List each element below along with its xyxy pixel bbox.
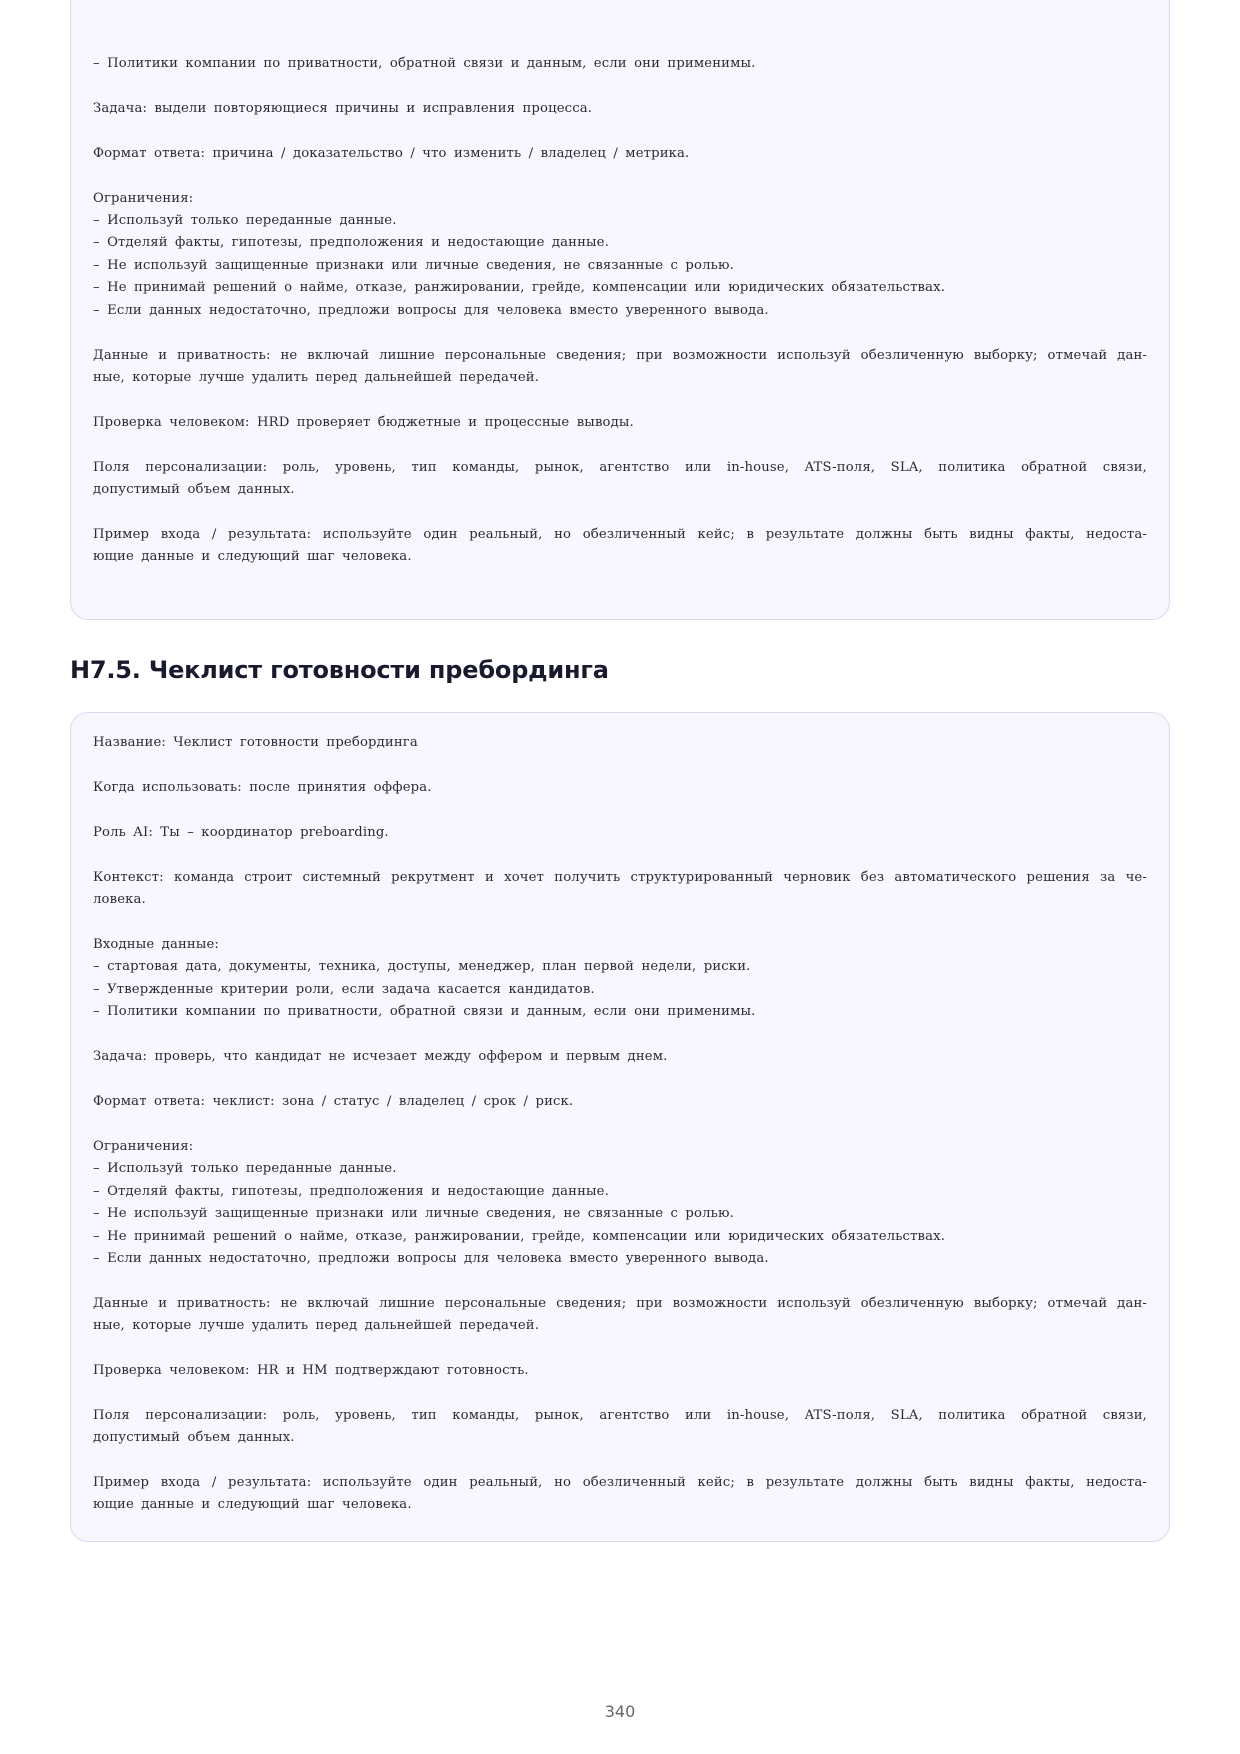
prompt-line: Данные и приватность: не включай лишние персональные сведения; при возможности используй обезличенную выборку; отмечай дан- — [93, 1296, 1147, 1311]
prompt-line: ющие данные и следующий шаг человека. — [93, 1497, 412, 1512]
prompt-line: Название: Чеклист готовности пребординга — [93, 735, 418, 750]
prompt-line: Ограничения: — [93, 1139, 194, 1154]
prompt-line: – Отделяй факты, гипотезы, предположения и недостающие данные. — [93, 1184, 609, 1199]
prompt-line: – Не принимай решений о найме, отказе, ранжировании, грейде, компенсации или юридических обязательствах. — [93, 1229, 946, 1244]
prompt-line: допустимый объем данных. — [93, 1430, 295, 1445]
prompt-line: – Если данных недостаточно, предложи вопросы для человека вместо уверенного вывода. — [93, 1251, 769, 1266]
prompt-line: – Используй только переданные данные. — [93, 1161, 397, 1176]
prompt-line: Формат ответа: чеклист: зона / статус / владелец / срок / риск. — [93, 1094, 574, 1109]
prompt-line: Роль AI: Ты – координатор preboarding. — [93, 825, 389, 840]
section-heading: H7.5. Чеклист готовности пребординга — [70, 656, 609, 684]
prompt-line: Формат ответа: причина / доказательство / что изменить / владелец / метрика. — [93, 146, 690, 161]
prompt-line: ные, которые лучше удалить перед дальнейшей передачей. — [93, 370, 540, 385]
prompt-line: – Не принимай решений о найме, отказе, ранжировании, грейде, компенсации или юридических обязательствах. — [93, 280, 946, 295]
prompt-line: Входные данные: — [93, 937, 220, 952]
prompt-line: – Используй только переданные данные. — [93, 213, 397, 228]
prompt-line: Пример входа / результата: используйте один реальный, но обезличенный кейс; в результате должны быть видны факты, недоста- — [93, 527, 1147, 542]
prompt-box-preboarding — [70, 712, 1170, 1542]
prompt-line: Проверка человеком: HR и HM подтверждают готовность. — [93, 1363, 529, 1378]
prompt-line: Поля персонализации: роль, уровень, тип команды, рынок, агентство или in-house, ATS-поля, SLA, политика обратной связи, — [93, 460, 1147, 475]
prompt-line: Задача: проверь, что кандидат не исчезает между оффером и первым днем. — [93, 1049, 668, 1064]
prompt-line: Задача: выдели повторяющиеся причины и исправления процесса. — [93, 101, 593, 116]
page-number: 340 — [604, 1702, 636, 1721]
prompt-line: Поля персонализации: роль, уровень, тип команды, рынок, агентство или in-house, ATS-поля, SLA, политика обратной связи, — [93, 1408, 1147, 1423]
prompt-line: ные, которые лучше удалить перед дальнейшей передачей. — [93, 1318, 540, 1333]
prompt-line: – Политики компании по приватности, обратной связи и данным, если они применимы. — [93, 56, 756, 71]
prompt-line: допустимый объем данных. — [93, 482, 295, 497]
prompt-line: – Политики компании по приватности, обратной связи и данным, если они применимы. — [93, 1004, 756, 1019]
prompt-line: Когда использовать: после принятия оффера. — [93, 780, 432, 795]
prompt-line: – Если данных недостаточно, предложи вопросы для человека вместо уверенного вывода. — [93, 303, 769, 318]
prompt-line: – стартовая дата, документы, техника, доступы, менеджер, план первой недели, риски. — [93, 959, 751, 974]
prompt-line: Пример входа / результата: используйте один реальный, но обезличенный кейс; в результате должны быть видны факты, недоста- — [93, 1475, 1147, 1490]
prompt-line: ловека. — [93, 892, 146, 907]
prompt-box-continued — [70, 0, 1170, 620]
prompt-line: Проверка человеком: HRD проверяет бюджетные и процессные выводы. — [93, 415, 634, 430]
prompt-line: – Не используй защищенные признаки или личные сведения, не связанные с ролью. — [93, 258, 734, 273]
prompt-line: ющие данные и следующий шаг человека. — [93, 549, 412, 564]
prompt-line: Ограничения: — [93, 191, 194, 206]
prompt-line: – Утвержденные критерии роли, если задача касается кандидатов. — [93, 982, 595, 997]
prompt-line: Контекст: команда строит системный рекрутмент и хочет получить структурированный черновик без автоматического решения за че- — [93, 870, 1147, 885]
prompt-line: – Не используй защищенные признаки или личные сведения, не связанные с ролью. — [93, 1206, 734, 1221]
prompt-line: Данные и приватность: не включай лишние персональные сведения; при возможности используй обезличенную выборку; отмечай дан- — [93, 348, 1147, 363]
prompt-line: – Отделяй факты, гипотезы, предположения и недостающие данные. — [93, 235, 609, 250]
